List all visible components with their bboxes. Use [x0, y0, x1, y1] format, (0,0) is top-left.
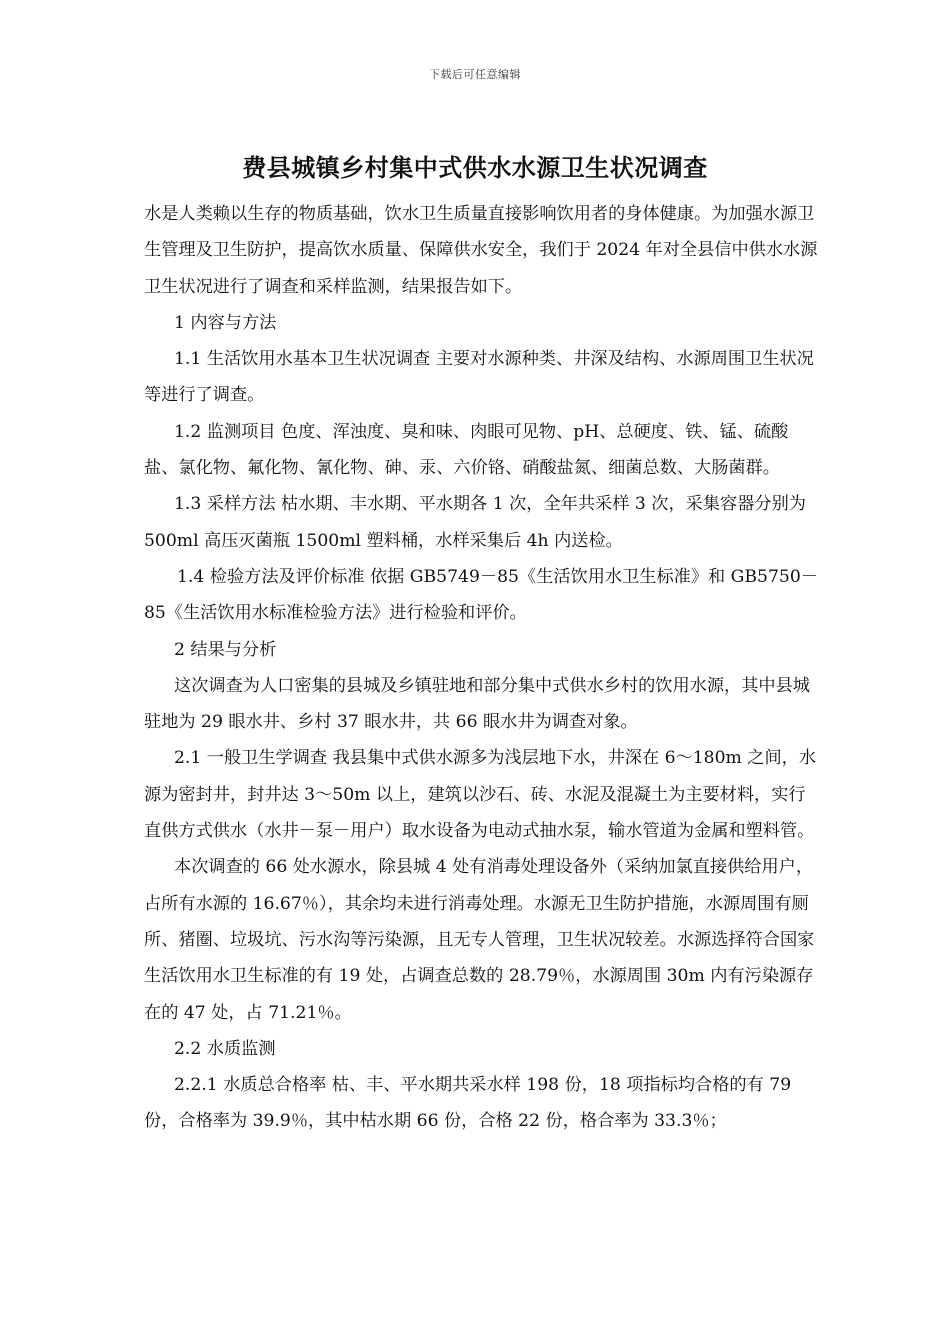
- section-heading-1: 1 内容与方法: [174, 312, 277, 333]
- document-body: [144, 196, 820, 1140]
- paragraph-1-1: 1.1 生活饮用水基本卫生状况调查 主要对水源种类、井深及结构、水源周围卫生状况等进行了调查。: [144, 349, 814, 406]
- paragraph-2-intro: 这次调查为人口密集的县城及乡镇驻地和部分集中式供水乡村的饮用水源，其中县城驻地为 29 眼水井、乡村 37 眼水井，共 66 眼水井为调查对象。: [144, 675, 810, 733]
- paragraph-1-3: 1.3 采样方法 枯水期、丰水期、平水期各 1 次，全年共采样 3 次，采集容器分别为 500ml 高压灭菌瓶 1500ml 塑料桶，水样采集后 4h 内送检。: [144, 494, 806, 551]
- download-note: 下载后可任意编辑: [429, 68, 521, 81]
- paragraph-2-1-detail: 本次调查的 66 处水源水，除县城 4 处有消毒处理设备外（采纳加氯直接供给用户，占所有水源的 16.67％），其余均未进行消毒处理。水源无卫生防护措施，水源周围有厕所、猪圈、垃圾坑、污水沟等污染源，且无专人管理，卫生状况较差。水源选择符合国家生活饮用水卫生标准的有 19 处，占调查总数的 28.79％，水源周围 30m 内有污染源存在的 47 处，占 71.21％。: [144, 857, 815, 1023]
- intro-paragraph: 水是人类赖以生存的物质基础，饮水卫生质量直接影响饮用者的身体健康。为加强水源卫生管理及卫生防护，提高饮水质量、保障供水安全，我们于 2024 年对全县信中供水水源卫生状况进行了调查和采样监测，结果报告如下。: [144, 204, 818, 297]
- paragraph-1-2: 1.2 监测项目 色度、浑浊度、臭和味、肉眼可见物、pH、总硬度、铁、锰、硫酸盐、氯化物、氟化物、氰化物、砷、汞、六价铬、硝酸盐氮、细菌总数、大肠菌群。: [144, 421, 789, 479]
- paragraph-1-4: 1.4 检验方法及评价标准 依据 GB5749－85《生活饮用水卫生标准》和 GB5750－85《生活饮用水标准检验方法》进行检验和评价。: [144, 566, 818, 624]
- paragraph-2-2-1: 2.2.1 水质总合格率 枯、丰、平水期共采水样 198 份，18 项指标均合格的有 79 份，合格率为 39.9％，其中枯水期 66 份，合格 22 份，格合率为 33.3％；: [144, 1075, 792, 1132]
- section-heading-2: 2 结果与分析: [174, 639, 277, 660]
- document-title: 费县城镇乡村集中式供水水源卫生状况调查: [242, 154, 708, 182]
- paragraph-2-1: 2.1 一般卫生学调查 我县集中式供水源多为浅层地下水，井深在 6～180m 之间，水源为密封井，封井达 3～50m 以上，建筑以沙石、砖、水泥及混凝土为主要材料，实行直供方式供水（水井－泵－用户）取水设备为电动式抽水泵，输水管道为金属和塑料管。: [144, 748, 817, 842]
- subsection-heading-2-2: 2.2 水质监测: [174, 1038, 276, 1059]
